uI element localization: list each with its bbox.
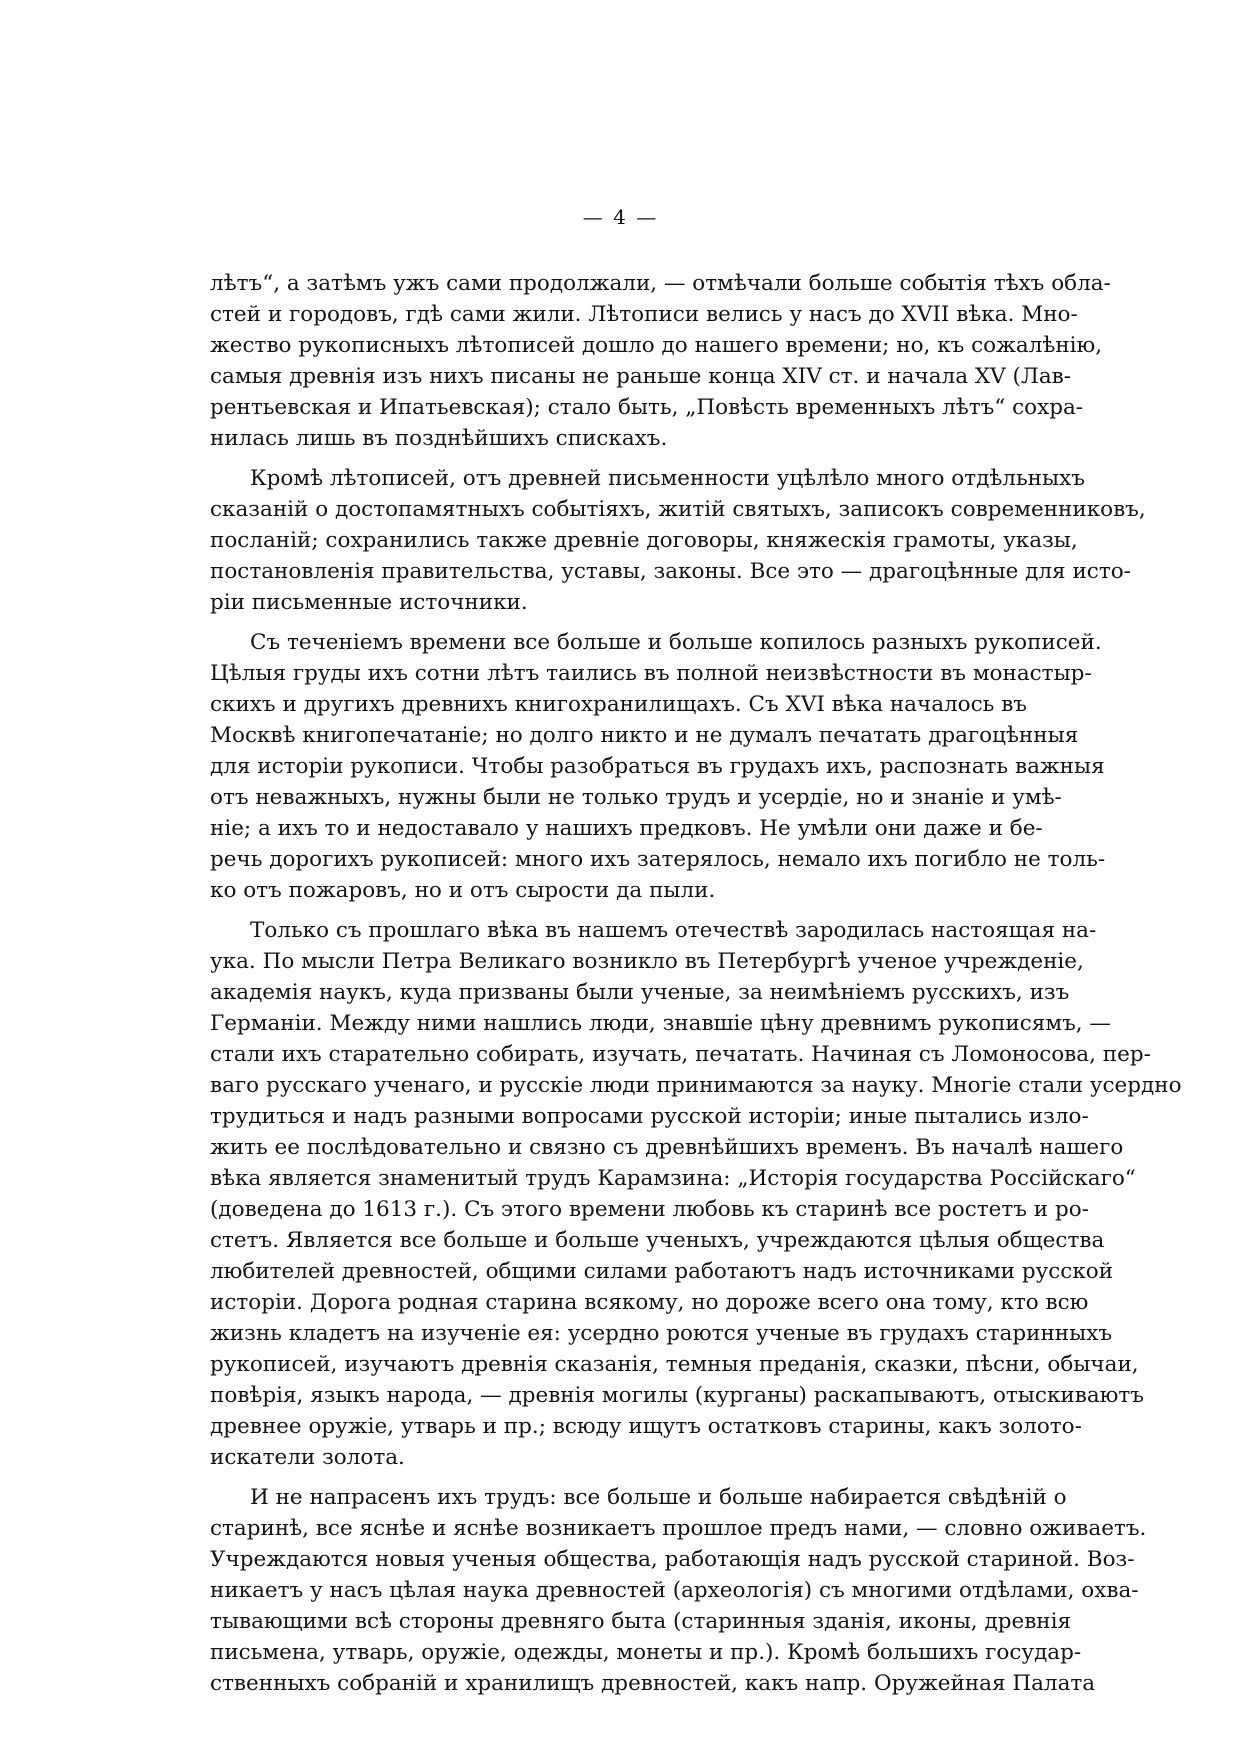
- text-line: трудиться и надъ разными вопросами русской исторіи; иные пытались изло-: [210, 1104, 1089, 1129]
- text-line: искатели золота.: [210, 1445, 405, 1470]
- text-line: ука. По мысли Петра Великаго возникло въ Петербургѣ ученое учрежденіе,: [210, 949, 1084, 974]
- text-line: нилась лишь въ позднѣйшихъ спискахъ.: [210, 426, 668, 451]
- text-line: повѣрія, языкъ народа, — древнія могилы (курганы) раскапываютъ, отыскиваютъ: [210, 1383, 1144, 1408]
- text-line: ваго русскаго ученаго, и русскіе люди принимаются за науку. Многіе стали усердно: [210, 1073, 1182, 1098]
- text-line: древнее оружіе, утварь и пр.; всюду ищутъ остатковъ старины, какъ золото-: [210, 1414, 1082, 1439]
- text-line: речь дорогихъ рукописей: много ихъ затерялось, немало ихъ погибло не толь-: [210, 847, 1106, 872]
- text-line: для исторіи рукописи. Чтобы разобраться въ грудахъ ихъ, распознать важныя: [210, 754, 1105, 779]
- paragraph: [210, 463, 1146, 618]
- text-line: Москвѣ книгопечатаніе; но долго никто и не думалъ печатать драгоцѣнныя: [210, 723, 1079, 748]
- text-line: жить ее послѣдовательно и связно съ древнѣйшихъ временъ. Въ началѣ нашего: [210, 1135, 1124, 1160]
- text-line: скихъ и другихъ древнихъ книгохранилищахъ. Съ XVI вѣка началось въ: [210, 692, 1027, 717]
- text-line: Цѣлыя груды ихъ сотни лѣтъ таились въ полной неизвѣстности въ монастыр-: [210, 661, 1092, 686]
- text-line: рентьевская и Ипатьевская); стало быть, „Повѣсть временныхъ лѣтъ“ сохра-: [210, 395, 1084, 420]
- text-line: Кромѣ лѣтописей, отъ древней письменности уцѣлѣло много отдѣльныхъ: [250, 466, 1085, 491]
- text-line: Учреждаются новыя ученыя общества, работающія надъ русской стариной. Воз-: [210, 1547, 1135, 1572]
- text-line: посланій; сохранились также древніе договоры, княжескія грамоты, указы,: [210, 528, 1078, 553]
- paragraph: [210, 915, 1182, 1473]
- text-line: (доведена до 1613 г.). Съ этого времени любовь къ старинѣ все ростетъ и ро-: [210, 1197, 1089, 1222]
- text-line: сказаній о достопамятныхъ событіяхъ, житій святыхъ, записокъ современниковъ,: [210, 497, 1146, 522]
- page-number: — 4 —: [582, 205, 659, 229]
- text-line: стей и городовъ, гдѣ сами жили. Лѣтописи велись у насъ до XVII вѣка. Мно-: [210, 302, 1078, 327]
- paragraph: [210, 627, 1106, 906]
- text-line: рукописей, изучаютъ древнія сказанія, темныя преданія, сказки, пѣсни, обычаи,: [210, 1352, 1139, 1377]
- text-line: стали ихъ старательно собирать, изучать, печатать. Начиная съ Ломоносова, пер-: [210, 1042, 1151, 1067]
- text-line: тывающими всѣ стороны древняго быта (старинныя зданія, иконы, древнія: [210, 1609, 1072, 1634]
- text-line: жизнь кладетъ на изученіе ея: усердно роются ученые въ грудахъ старинныхъ: [210, 1321, 1113, 1346]
- paragraph: [210, 1482, 1147, 1699]
- text-line: самыя древнія изъ нихъ писаны не раньше конца XIV ст. и начала XV (Лав-: [210, 364, 1072, 389]
- text-line: постановленія правительства, уставы, законы. Все это — драгоцѣнные для исто-: [210, 559, 1131, 584]
- text-line: И не напрасенъ ихъ трудъ: все больше и больше набирается свѣдѣній о: [250, 1485, 1067, 1510]
- text-line: Съ теченіемъ времени все больше и больше копилось разныхъ рукописей.: [250, 630, 1102, 655]
- text-line: ріи письменные источники.: [210, 590, 528, 615]
- paragraph: [210, 268, 1111, 454]
- text-line: академія наукъ, куда призваны были ученые, за неимѣніемъ русскихъ, изъ: [210, 980, 1070, 1005]
- text-line: вѣка является знаменитый трудъ Карамзина: „Исторія государства Россійскаго“: [210, 1166, 1136, 1191]
- text-line: Германіи. Между ними нашлись люди, знавшіе цѣну древнимъ рукописямъ, —: [210, 1011, 1111, 1036]
- text-line: любителей древностей, общими силами работаютъ надъ источниками русской: [210, 1259, 1114, 1284]
- text-line: никаетъ у насъ цѣлая наука древностей (археологія) съ многими отдѣлами, охва-: [210, 1578, 1139, 1603]
- text-line: Только съ прошлаго вѣка въ нашемъ отечествѣ зародилась настоящая на-: [250, 918, 1097, 943]
- text-line: отъ неважныхъ, нужны были не только трудъ и усердіе, но и знаніе и умѣ-: [210, 785, 1062, 810]
- text-line: жество рукописныхъ лѣтописей дошло до нашего времени; но, къ сожалѣнію,: [210, 333, 1103, 358]
- text-line: исторіи. Дорога родная старина всякому, но дороже всего она тому, кто всю: [210, 1290, 1089, 1315]
- text-line: старинѣ, все яснѣе и яснѣе возникаетъ прошлое предъ нами, — словно оживаетъ.: [210, 1516, 1147, 1541]
- text-line: лѣтъ“, а затѣмъ ужъ сами продолжали, — отмѣчали больше событія тѣхъ обла-: [210, 271, 1111, 296]
- text-line: стетъ. Является все больше и больше ученыхъ, учреждаются цѣлыя общества: [210, 1228, 1105, 1253]
- text-line: ніе; а ихъ то и недоставало у нашихъ предковъ. Не умѣли они даже и бе-: [210, 816, 1043, 841]
- body-text: [210, 268, 1182, 1708]
- text-line: ко отъ пожаровъ, но и отъ сырости да пыли.: [210, 878, 716, 903]
- text-line: ственныхъ собраній и хранилищъ древностей, какъ напр. Оружейная Палата: [210, 1671, 1096, 1696]
- text-line: письмена, утварь, оружіе, одежды, монеты и пр.). Кромѣ большихъ государ-: [210, 1640, 1082, 1665]
